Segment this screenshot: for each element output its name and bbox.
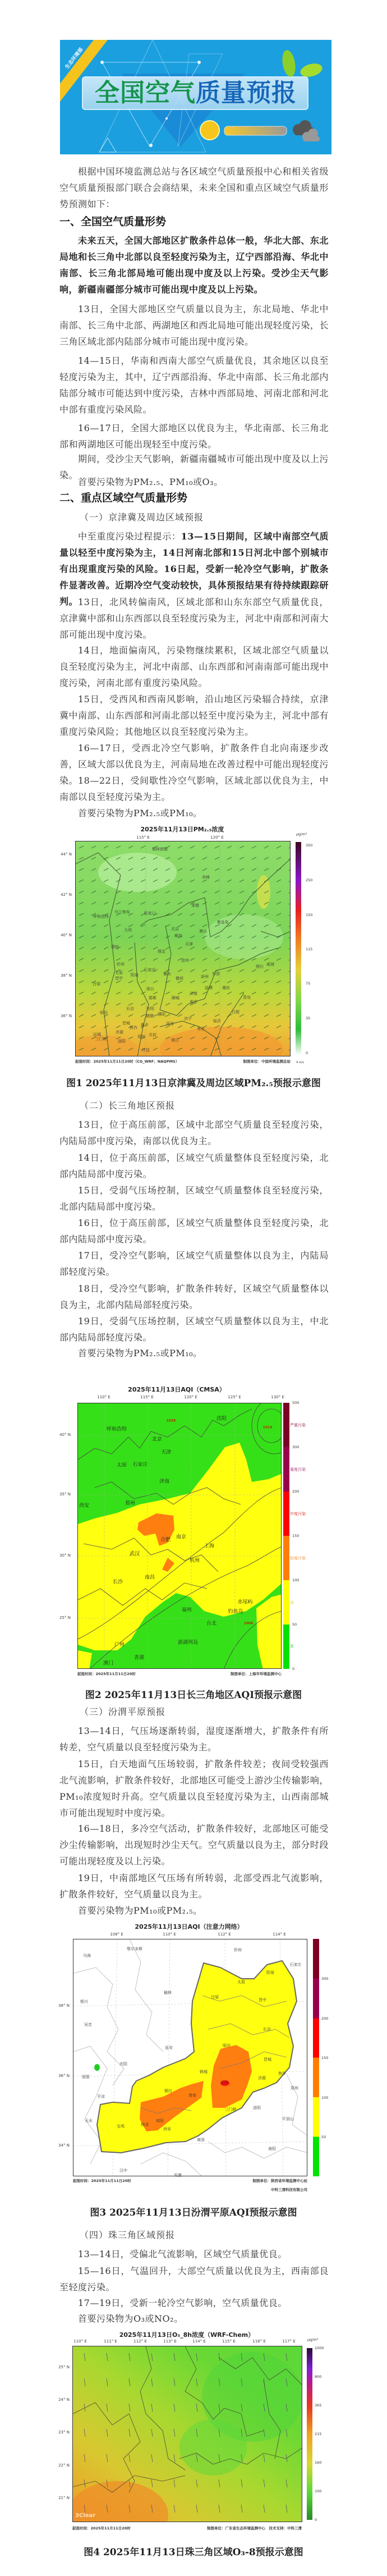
city-label: 韩城 <box>200 2070 208 2074</box>
colorbar-tick-label: 100 <box>321 2095 329 2100</box>
region-paragraph: 13日，位于高压前部，区域中北部空气质量良至轻度污染，内陆局部中度污染，南部以优良为主。 <box>59 1119 329 1146</box>
region-paragraph: 18日，受冷空气影响，扩散条件转好，区域空气质量整体以良为主，北部内陆局部轻度污染。 <box>59 1283 329 1310</box>
city-label: 潍坊 <box>222 986 230 990</box>
city-label: 邢台 <box>146 987 154 991</box>
latitude-tick-label: 44° N <box>61 852 72 857</box>
longitude-tick-label: 112° E <box>218 1932 231 1937</box>
city-label: 衡水 <box>163 972 171 976</box>
city-label: 赤峰 <box>202 875 210 880</box>
city-label: 郑州 <box>125 1500 136 1507</box>
longitude-tick-label: 114° E <box>273 1932 286 1937</box>
city-label: 洛阳 <box>253 2106 261 2110</box>
city-label: 南昌 <box>144 1575 155 1581</box>
colorbar-tick-label: 150 <box>306 913 313 917</box>
region-paragraph: 17日，受冷空气影响，区域空气质量整体以良为主，内陆局部轻度污染。 <box>59 1250 329 1277</box>
city-label: 郑州 <box>137 1035 145 1039</box>
map-field <box>72 2346 302 2522</box>
city-label: 东营 <box>212 972 220 976</box>
o3-concentration-field <box>73 2346 302 2522</box>
national-paragraph: 14—15日，华南和西南大部空气质量优良，其余地区以良至轻度污染为主，其中，辽宁西部沿海、华北中南部、长三角北部内陆部分城市可能达到中度污染，吉林中西部局地、河南北部和河北中部有重度污染风险。 <box>59 355 329 415</box>
city-label: 合肥 <box>160 1537 171 1543</box>
latitude-tick-label: 23° N <box>58 2430 70 2435</box>
city-label: 赤尾屿 <box>237 1599 253 1605</box>
alert-text: 13—15日期间，区域中南部空气质量以轻至中度污染为主，14日河南北部和15日河北中部个别城市有出现重度污染的风险。16日起，受新一轮冷空气影响，扩散条件显著改善。近期冷空气变动较快，具体预报结果有待持续跟踪研判。 <box>59 531 329 607</box>
city-label: 保定 <box>158 949 165 954</box>
region-paragraph: 15日，受弱气压场控制，区域空气质量整体良至轻度污染，北部内陆局部中度污染。 <box>59 1185 329 1212</box>
region-paragraph: 19日，中南部地区气压场有所转弱，北部受西北气流影响，扩散条件较好，空气质量以良为主。 <box>59 1873 329 1900</box>
pm25-concentration-field <box>76 841 291 1056</box>
city-label: 许昌 <box>142 1048 150 1053</box>
aqi-level-label: 轻度污染 <box>290 1556 306 1561</box>
city-label: 临汾 <box>223 2043 231 2048</box>
city-label: 台北 <box>206 1621 217 1627</box>
latitude-tick-label: 25° N <box>59 1616 71 1620</box>
subheading-fenwei-plain: （三）汾渭平原预报 <box>80 1706 166 1717</box>
city-label: 开封 <box>149 1033 156 1037</box>
latitude-tick-label: 22° N <box>58 2463 70 2468</box>
banner-title-part-b: 质量预报 <box>196 79 297 107</box>
city-label: 咸阳 <box>156 2119 164 2123</box>
colorbar-tick-label: 215 <box>315 2432 322 2436</box>
city-label: 呼和浩特 <box>93 914 109 919</box>
city-label: 晋中 <box>115 976 123 981</box>
map-footer-issue-time: 起报时间：2025年11月11日20时（CG_WRF；NAQPMS） <box>75 1059 179 1064</box>
longitude-tick-label: 110° E <box>163 1932 176 1937</box>
city-label: 商洛 <box>197 2138 205 2142</box>
city-label: 北京 <box>151 1436 163 1443</box>
city-label: 杭州 <box>189 1558 200 1564</box>
city-label: 济宁 <box>184 1017 192 1021</box>
city-label: 银川 <box>80 2000 88 2004</box>
city-label: 阳泉 <box>131 973 139 977</box>
city-label: 济源 <box>116 1030 123 1035</box>
city-label: 青岛 <box>243 995 251 1000</box>
city-label: 临汾 <box>100 1010 108 1015</box>
colorbar-tick-label: 350 <box>306 843 313 848</box>
city-label: 平凉 <box>97 2094 105 2099</box>
city-label: 锡林郭勒 <box>152 847 168 852</box>
section-heading-national: 一、全国空气质量形势 <box>59 216 167 228</box>
map-footer-issue-time: 起报时间：2025年11月11日20时 <box>73 2179 131 2183</box>
national-summary: 未来五天，全国大部地区扩散条件总体一般，华北大部、东北局地和长三角中北部以良至轻度污染为主，辽宁西部沿海、华北中南部、长三角北部局地可能出现中度及以上污染。受沙尘天气影响，新疆南疆部分城市可能出现中度及以上污染。 <box>59 235 329 295</box>
map-footer-producer: 制图单位：上海市环境监测中心 <box>231 1672 282 1676</box>
city-label: 郑州 <box>291 2086 298 2090</box>
city-label: 天水 <box>85 2119 93 2123</box>
city-label: 德州 <box>176 976 183 981</box>
map-footer-producer: 制图单位：广东省生态环境监测中心 技术支持：中科三清 <box>207 2526 302 2531</box>
longitude-tick-label: 125° E <box>228 1395 241 1399</box>
longitude-tick-label: 113° E <box>163 2339 177 2344</box>
city-label: 延安 <box>165 2046 173 2050</box>
city-label: 长治 <box>126 1006 134 1011</box>
aqi-level-label: 良 <box>290 1600 294 1605</box>
city-label: 澎湖列岛 <box>177 1640 199 1646</box>
region-paragraph: 18—22日，受间歇性冷空气影响，区域北部以优良为主，中南部以良至轻度污染为主。 <box>59 775 329 802</box>
longitude-tick-label: 110° E <box>97 1395 110 1399</box>
region-paragraph: 16—18日，多冷空气活动，扩散条件较好，北部地区可能受沙尘传输影响，出现短时沙尘天气。空气质量以良为主，部分时段可能出现轻度及以上污染。 <box>59 1823 329 1866</box>
figure-caption: 图1 2025年11月13日京津冀及周边区域PM₂.₅预报示意图 <box>66 1078 321 1089</box>
city-label: 香港 <box>133 1655 145 1661</box>
city-label: 吕梁 <box>211 1995 219 2000</box>
region-paragraph: 13日，北风转偏南风，区域北部和山东东部空气质量优良，京津冀中部和山东西部以良至轻度污染为主，河北中南部和河南大部可能出现中度污染。 <box>59 597 329 640</box>
city-label: 忻州 <box>117 962 125 967</box>
longitude-tick-label: 120° E <box>184 1395 197 1399</box>
isobar-label: 1028 <box>166 1419 176 1423</box>
city-label: 石家庄 <box>132 1462 148 1468</box>
city-label: 澳门 <box>103 1660 114 1667</box>
region-paragraph: 16日，位于高压前部，区域空气质量整体良至轻度污染，北部内陆局部中度污染。 <box>59 1218 329 1244</box>
unit-label: μg/m³ <box>307 2337 319 2342</box>
latitude-tick-label: 38° N <box>58 2003 70 2008</box>
latitude-tick-label: 38° N <box>61 973 72 978</box>
city-label: 忻州 <box>234 1948 242 1952</box>
map-footer-issue-time: 起报时间：2025年11月11日20时 <box>77 1672 136 1676</box>
city-label: 运城 <box>93 1032 101 1037</box>
longitude-tick-label: 108° E <box>110 1932 123 1937</box>
map-footer-producer: 制图单位：陕西省环境监测中心站 <box>252 2179 307 2183</box>
aqi-level-label: 中度污染 <box>290 1512 306 1516</box>
aqi-level-label: 优 <box>290 1644 294 1649</box>
aqi-level-label: 严重污染 <box>290 1423 306 1427</box>
city-label: 平顶山 <box>282 2117 294 2121</box>
colorbar-tick-label: 200 <box>292 1489 300 1494</box>
subheading-yangtze-delta: （二）长三角地区预报 <box>80 1100 176 1111</box>
region-paragraph: 15日，白天地面气压场较弱，扩散条件较差；夜间受较强西北气流影响，扩散条件较好，北部地区可能受上游沙尘传输影响，PM₁₀浓度短时升高。空气质量以良至轻度污染为主，山西南部城市可能出现短时中度污染。 <box>59 1759 329 1818</box>
city-label: 西安 <box>163 2127 171 2131</box>
colorbar-tick-label: 100 <box>292 1578 300 1582</box>
colorbar-tick-label: 150 <box>321 2056 329 2060</box>
map-title: 2025年11月13日PM₂.₅浓度 <box>140 826 224 833</box>
city-label: 临沂 <box>213 1019 221 1023</box>
city-label: 南京 <box>176 1534 187 1540</box>
city-label: 广州 <box>114 1642 125 1648</box>
city-label: 沈阳 <box>216 1416 227 1422</box>
longitude-tick-label: 112° E <box>133 2339 147 2344</box>
city-label: 菏泽 <box>166 1022 174 1026</box>
colorbar-tick-label: 115 <box>306 947 313 951</box>
city-label: 承德 <box>191 903 199 908</box>
city-label: 晋城 <box>122 1021 130 1026</box>
longitude-tick-label: 117° E <box>282 2339 296 2344</box>
latitude-tick-label: 35° N <box>59 1492 71 1497</box>
city-label: 新乡 <box>141 1023 149 1027</box>
city-label: 安阳 <box>146 1006 154 1011</box>
city-label: 长治 <box>263 2027 271 2031</box>
city-label: 上海 <box>204 1543 215 1549</box>
city-label: 晋城 <box>264 2057 271 2062</box>
aqi-colorbar <box>283 1403 289 1669</box>
region-paragraph: 13—14日，受偏北气流影响，区域空气质量优良。 <box>78 2249 287 2259</box>
latitude-tick-label: 25° N <box>58 2365 70 2369</box>
longitude-tick-label: 115° E <box>136 835 150 840</box>
region-paragraph: 16—17日，受西北冷空气影响，扩散条件自北向南逐步改善，区域大部以优良为主，河南局地在改善过程中可能出现轻度污染。 <box>59 743 329 786</box>
city-label: 运城 <box>220 2080 228 2085</box>
region-pollutant-note: 首要污染物为PM₂.₅或PM₁₀。 <box>78 808 202 818</box>
colorbar-tick-label: 160 <box>315 2460 322 2465</box>
latitude-tick-label: 30° N <box>59 1553 71 1558</box>
national-paragraph: 16—17日，全国大部地区以优良为主，华北南部、长三角北部和两湖地区可能出现轻至中度污染。 <box>59 423 329 450</box>
city-label: 济南 <box>190 991 197 996</box>
city-label: 朔州 <box>111 945 119 949</box>
aqi-level-label: 重度污染 <box>290 1467 306 1472</box>
colorbar-tick-label: 75 <box>306 981 311 986</box>
section-heading-regional: 二、重点区域空气质量形势 <box>59 492 188 504</box>
city-label: 武汉 <box>129 1551 140 1557</box>
colorbar-tick-label: 35 <box>306 1016 311 1021</box>
longitude-tick-label: 111° E <box>104 2339 117 2344</box>
city-label: 洛阳 <box>118 1039 126 1044</box>
city-label: 汉中 <box>119 2168 127 2173</box>
city-label: 阳泉 <box>266 1970 274 1975</box>
latitude-tick-label: 24° N <box>58 2397 70 2402</box>
city-label: 渭南 <box>188 2093 196 2098</box>
city-label: 枣庄 <box>197 1027 205 1031</box>
map-footer-producer: 制图单位：中国环境监测总站 <box>243 1059 291 1064</box>
city-label: 三门峡 <box>224 2107 237 2112</box>
longitude-tick-label: 115° E <box>140 1395 154 1399</box>
city-label: 宝鸡 <box>117 2124 125 2129</box>
header-banner <box>60 40 331 154</box>
map-title: 2025年11月13日AQI（CMSA） <box>128 1386 225 1393</box>
colorbar-tick-label: 1000 <box>315 2346 324 2350</box>
city-label: 日照 <box>232 1010 239 1014</box>
colorbar-tick-label: 150 <box>292 1534 300 1538</box>
figure-caption: 图2 2025年11月13日长三角地区AQI预报示意图 <box>85 1690 302 1701</box>
colorbar-tick-label: 300 <box>321 1976 329 1981</box>
city-label: 福州 <box>181 1607 192 1613</box>
city-label: 济源 <box>258 2076 266 2080</box>
longitude-tick-label: 120° E <box>210 835 224 840</box>
latitude-tick-label: 21° N <box>58 2496 70 2500</box>
city-label: 淄博 <box>205 986 213 990</box>
region-pollutant-note: 首要污染物为PM₂.₅或PM₁₀。 <box>78 1348 202 1358</box>
banner-title <box>87 79 305 107</box>
region-paragraph: 15—16日，气温回升，大部空气质量以优良为主，西南部良至轻度污染。 <box>59 2266 329 2293</box>
colorbar-tick-label: 800 <box>315 2374 322 2379</box>
city-label: 邯郸 <box>149 996 156 1000</box>
figure-caption: 图4 2025年11月13日珠三角区域O₃-8预报示意图 <box>84 2547 303 2558</box>
city-label: 呼和浩特 <box>106 1426 127 1433</box>
city-label: 铜川 <box>164 2089 172 2093</box>
colorbar <box>307 2348 312 2520</box>
city-label: 天津 <box>185 942 193 946</box>
map-title: 2025年11月13日O₃_8h浓度（WRF-Chem） <box>119 2331 255 2339</box>
city-label: 商丘 <box>171 1038 179 1042</box>
colorbar-tick-label: 300 <box>292 1445 300 1449</box>
city-label: 鄂尔多斯 <box>127 1947 142 1951</box>
isobar-label: 1014 <box>262 1425 273 1430</box>
unit-label: μg/m³ <box>296 832 307 836</box>
city-label: 吕梁 <box>93 982 100 986</box>
city-label: 太原 <box>116 1462 127 1468</box>
city-label: 威海 <box>266 962 274 967</box>
city-label: 安康 <box>174 2173 182 2177</box>
city-label: 西安 <box>79 1503 90 1509</box>
city-label: 廊坊 <box>174 934 182 938</box>
city-label: 滨州 <box>201 974 209 979</box>
colorbar-tick-label: 100 <box>315 2489 322 2493</box>
city-label: 三门峡 <box>95 1037 107 1041</box>
region-paragraph: 14日，位于高压前部，区域空气质量整体良至轻度污染，北部内陆局部中度污染。 <box>59 1152 329 1179</box>
colorbar-tick-label: 0 <box>315 2518 317 2522</box>
region-paragraph: 17—19日，受新一轮冷空气影响，空气质量优良。 <box>78 2298 287 2308</box>
city-label: 长沙 <box>112 1579 123 1585</box>
city-label: 泰安 <box>190 1000 197 1004</box>
map-footer-issue-time: 起报时间：2025年11月11日20时 <box>72 2526 131 2531</box>
colorbar-tick-label: 0 <box>292 1667 295 1671</box>
city-label: 焦作 <box>278 2071 286 2076</box>
region-pollutant-note: 首要污染物为PM₁₀或PM₂.₅。 <box>78 1905 202 1916</box>
city-label: 济南 <box>159 1479 170 1485</box>
city-label: 张家口 <box>144 911 156 916</box>
region-pollutant-note: 首要污染物为O₃或NO₂。 <box>78 2313 183 2324</box>
longitude-tick-label: 115° E <box>222 2339 236 2344</box>
colorbar-tick-label: 500 <box>292 1401 300 1405</box>
banner-ribbon-label: 生态环境部 <box>64 47 85 71</box>
watermark-logo: 3Clear <box>75 2513 96 2519</box>
subheading-pearl-river-delta: （四）珠三角区域预报 <box>80 2230 176 2240</box>
colorbar-tick-label: 0 <box>306 1051 308 1055</box>
longitude-tick-label: 110° E <box>73 2339 87 2344</box>
region-paragraph: 13—14日，气压场逐渐转弱，湿度逐渐增大，扩散条件有所转差，空气质量以良至轻度污染为主。 <box>59 1726 329 1753</box>
city-label: 大同 <box>124 928 132 932</box>
region-paragraph: 14日，地面偏南风，污染物继续累积，区域北部空气质量以良至轻度污染为主，河北中南部、山东西部和河南南部可能出现中度污染，河南北部有重度污染风险。 <box>59 645 329 688</box>
city-label: 聊城 <box>172 996 179 1000</box>
city-label: 鹤壁 <box>146 1014 154 1018</box>
latitude-tick-label: 40° N <box>61 933 72 937</box>
national-paragraph: 13日，全国大部地区空气质量以良为主，东北局地、华北中南部、长三角中北部、两湖地区和西北局地可能出现轻度污染，长三角区域北部内陆部分城市可能出现中度污染。 <box>59 304 329 347</box>
latitude-tick-label: 36° N <box>61 1014 72 1018</box>
city-label: 焦作 <box>130 1026 137 1030</box>
city-label: 晋中 <box>259 1998 266 2002</box>
region-paragraph: 19日，受弱气压场控制，区域空气质量整体以良为主，中北部内陆局部轻度污染。 <box>59 1316 329 1343</box>
region-paragraph: 15日，受西风和西南风影响，沿山地区污染辐合持续，京津冀中南部、山东西部和河南北部以轻至中度污染为主，河北中部有重度污染风险；其他地区以良至轻度污染为主。 <box>59 694 329 737</box>
city-label: 吴忠 <box>84 2023 92 2027</box>
map-field <box>75 841 291 1056</box>
city-label: 太原 <box>115 971 123 975</box>
city-label: 南阳 <box>268 2147 276 2151</box>
national-paragraph: 期间，受沙尘天气影响，新疆南疆城市可能出现中度及以上污染。 <box>59 454 329 481</box>
latitude-tick-label: 40° N <box>59 1433 71 1437</box>
colorbar-tick-label: 250 <box>306 878 313 882</box>
isobar-label: 1006 <box>243 1621 254 1626</box>
colorbar-tick-label: 200 <box>321 2016 329 2021</box>
city-label: 石家庄 <box>289 1962 302 1967</box>
aqi-colorbar <box>313 1939 319 2176</box>
latitude-tick-label: 36° N <box>58 2074 70 2078</box>
city-label: 沧州 <box>181 958 189 963</box>
city-label: 钓鱼岛 <box>228 1609 243 1615</box>
city-label: 北京 <box>171 927 179 931</box>
city-label: 天津 <box>160 1449 172 1456</box>
latitude-tick-label: 34° N <box>58 2143 70 2148</box>
city-label: 乌海 <box>83 1953 91 1958</box>
subheading-jingjinji: （一）京津冀及周边区域预报 <box>80 512 204 523</box>
longitude-tick-label: 130° E <box>271 1395 284 1399</box>
national-pollutant-note: 首要污染物为PM₂.₅、PM₁₀或O₃。 <box>78 477 223 487</box>
alert-label: 中至重度污染过程提示： <box>78 531 181 542</box>
city-label: 固原 <box>82 2075 90 2079</box>
map-footer-support: 中科三清科技有限公司 <box>271 2188 307 2192</box>
map-title: 2025年11月13日AQI（注意力网络） <box>135 1923 243 1930</box>
city-label: 秦皇岛 <box>216 920 229 925</box>
latitude-tick-label: 42° N <box>61 893 72 897</box>
colorbar-tick-label: 50 <box>321 2135 326 2139</box>
intro-paragraph: 根据中国环境监测总站与各区域空气质量预报中心和相关省级空气质量预报部门联合会商结果，未来全国和重点区域空气质量形势预测如下： <box>59 166 329 209</box>
longitude-tick-label: 114° E <box>192 2339 206 2344</box>
city-label: 乌兰察布 <box>114 910 130 914</box>
figure-caption: 图3 2025年11月13日汾渭平原AQI预报示意图 <box>90 2207 297 2218</box>
city-label: 烟台 <box>256 964 264 969</box>
city-label: 濮阳 <box>158 1012 165 1017</box>
city-label: 杨凌 <box>141 2122 149 2127</box>
city-label: 庆阳 <box>119 2062 127 2066</box>
colorbar-tick-label: 50 <box>292 1622 297 1627</box>
longitude-tick-label: 116° E <box>252 2339 266 2344</box>
city-label: 石家庄 <box>144 968 156 972</box>
colorbar-tick-label: 365 <box>315 2403 322 2408</box>
banner-title-part-a: 全国空气 <box>95 79 196 107</box>
city-label: 榆林 <box>164 1991 172 1995</box>
city-label: 太原 <box>237 1980 245 1984</box>
colorbar <box>296 842 301 1055</box>
city-label: 唐山 <box>199 929 207 934</box>
wind-scale-label: 4 m/s <box>296 1061 304 1064</box>
